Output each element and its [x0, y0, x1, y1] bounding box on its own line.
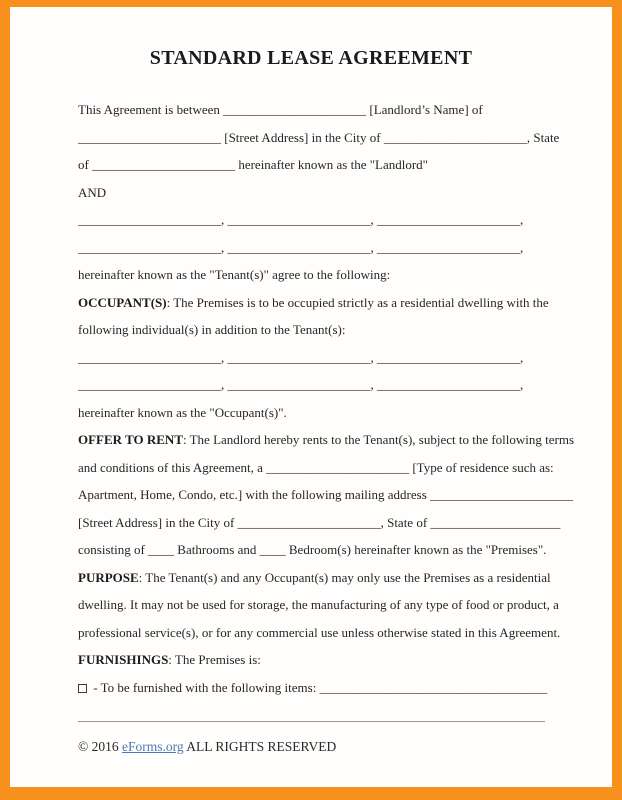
footer-divider	[78, 721, 545, 722]
form-line: ______________________, ______________________, ______________________,	[78, 239, 524, 255]
form-line: PURPOSE: The Tenant(s) and any Occupant(s) may only use the Premises as a residential	[78, 569, 551, 585]
form-line: following individual(s) in addition to the Tenant(s):	[78, 322, 346, 337]
form-line: Apartment, Home, Condo, etc.] with the following mailing address ______________________	[78, 487, 574, 502]
furnished-checkbox[interactable]	[78, 684, 87, 693]
section-label: PURPOSE	[78, 569, 139, 585]
copyright-prefix: © 2016	[78, 739, 123, 754]
eforms-link[interactable]: eForms.org	[122, 739, 184, 754]
page-title: STANDARD LEASE AGREEMENT	[149, 47, 473, 69]
form-line: AND	[78, 184, 107, 200]
form-line: and conditions of this Agreement, a ______________________ [Type of residence such as:	[78, 459, 554, 475]
form-line: - To be furnished with the following items: ___________________________________	[78, 674, 572, 702]
form-line: ______________________, ______________________, ______________________,	[78, 212, 524, 227]
copyright-suffix: ALL RIGHTS RESERVED	[183, 739, 337, 754]
form-line: ______________________ [Street Address] in the City of ______________________, State	[78, 129, 560, 145]
form-line: hereinafter known as the "Tenant(s)" agree to the following:	[78, 267, 391, 282]
form-line: of ______________________ hereinafter known as the "Landlord"	[78, 157, 428, 172]
form-line: ______________________, ______________________, ______________________,	[78, 377, 524, 392]
copyright-line	[10, 739, 612, 755]
form-line: professional service(s), or for any commercial use unless otherwise stated in this Agreement.	[78, 624, 561, 640]
section-label: OFFER TO RENT	[78, 432, 183, 447]
form-line: This Agreement is between ______________________ [Landlord’s Name] of	[78, 102, 483, 117]
form-line: FURNISHINGS: The Premises is:	[78, 652, 261, 667]
form-line: [Street Address] in the City of ______________________, State of ____________________	[78, 514, 561, 530]
section-label: OCCUPANT(S)	[78, 294, 167, 310]
form-line: ______________________, ______________________, ______________________,	[78, 349, 524, 365]
form-line: OFFER TO RENT: The Landlord hereby rents to the Tenant(s), subject to the following terms	[78, 432, 575, 447]
form-line: dwelling. It may not be used for storage, the manufacturing of any type of food or product, a	[78, 597, 559, 612]
form-line: hereinafter known as the "Occupant(s)".	[78, 404, 287, 420]
form-line: OCCUPANT(S): The Premises is to be occupied strictly as a residential dwelling with the	[78, 294, 549, 310]
section-label: FURNISHINGS	[78, 652, 169, 667]
form-line: consisting of ____ Bathrooms and ____ Bedroom(s) hereinafter known as the "Premises".	[78, 542, 547, 557]
document-body	[10, 96, 612, 701]
